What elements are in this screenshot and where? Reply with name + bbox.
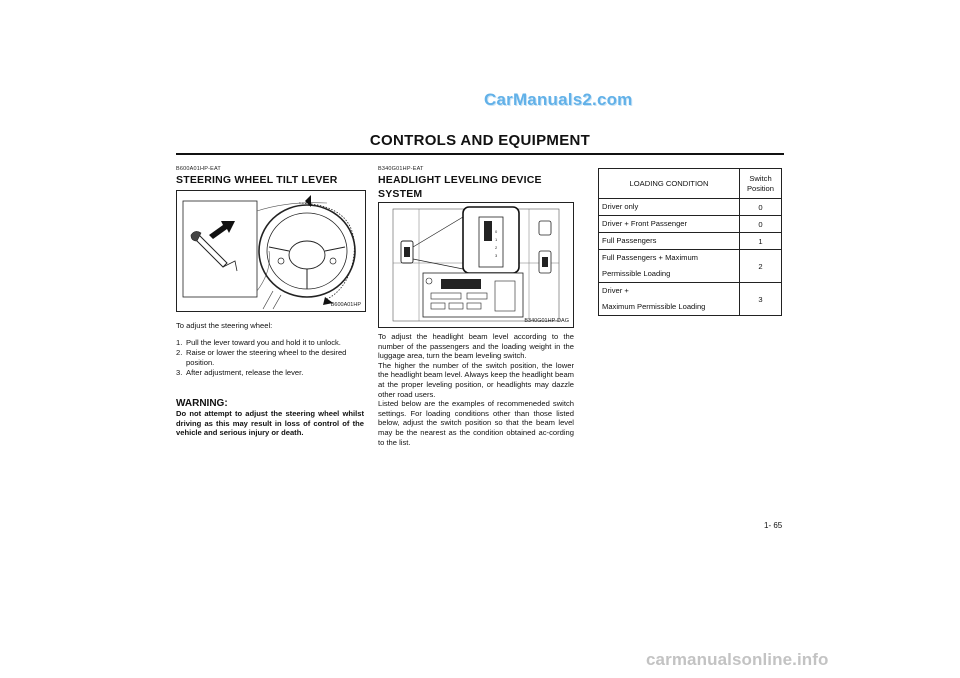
watermark-top[interactable]: CarManuals2.com (484, 90, 633, 109)
page-number: 1- 65 (764, 521, 783, 530)
condition-cell (599, 216, 740, 233)
table-row (599, 233, 782, 250)
condition-line: Full Passengers + Maximum (602, 253, 699, 262)
switch-value-cell: 2 (740, 250, 782, 283)
headlight-figure (378, 202, 574, 328)
table-row (599, 250, 782, 283)
table-row (599, 216, 782, 233)
heading-line: HEADLIGHT LEVELING DEVICE (378, 174, 542, 186)
header-switch-position (740, 169, 782, 199)
watermark-bottom[interactable]: carmanualsonline.info (646, 650, 829, 669)
steering-figure-label: B600A01HP (330, 302, 361, 308)
header-loading-condition: LOADING CONDITION (599, 169, 740, 199)
switch-value-cell: 0 (740, 216, 782, 233)
headlight-description (378, 332, 574, 447)
switch-value-cell: 0 (740, 199, 782, 216)
svg-text:3: 3 (495, 253, 498, 258)
condition-line: Driver + (602, 286, 629, 295)
headlight-paragraph: The higher the number of the switch position, the lower the headlight beam level. Always keep the headlight beam at the proper leveling position, or headlights may dazzle other road users. (378, 360, 574, 399)
step-text: Raise or lower the steering wheel to the desired position. (186, 348, 347, 367)
steering-wheel-illustration (177, 191, 365, 311)
step-number: 1. (176, 337, 183, 347)
step-text: After adjustment, release the lever. (186, 368, 304, 378)
warning-title: WARNING: (176, 398, 228, 409)
svg-text:2: 2 (495, 245, 498, 250)
table-row (599, 199, 782, 216)
headlight-figure-label: B340G01HP-DAG (524, 318, 569, 324)
steering-instructions (176, 321, 364, 379)
step-number: 2. (176, 348, 183, 358)
switch-value-cell: 1 (740, 233, 782, 250)
header-switch-line: Switch (749, 173, 772, 183)
header-switch-line: Position (746, 183, 775, 193)
heading-line: SYSTEM (378, 188, 423, 200)
condition-line: Driver only (602, 202, 639, 211)
steering-figure (176, 190, 366, 312)
steering-step (176, 338, 364, 348)
steering-section-code: B600A01HP-EAT (176, 166, 221, 172)
steering-step (176, 368, 364, 378)
step-text: Pull the lever toward you and hold it to unlock. (186, 337, 341, 347)
dashboard-switch-illustration (379, 203, 573, 327)
svg-text:0: 0 (495, 229, 498, 234)
steering-step (176, 348, 364, 367)
condition-cell (599, 250, 740, 283)
table-header-row (599, 169, 782, 199)
title-rule (176, 153, 784, 155)
steering-intro: To adjust the steering wheel: (176, 321, 273, 330)
condition-cell (599, 199, 740, 216)
step-number: 3. (176, 368, 183, 378)
headlight-paragraph: Listed below are the examples of recommeneded switch settings. For loading conditions other than those listed below, adjust the switch position so that the beam level may be the nearest as the condition obtained ac-cording to the list. (378, 399, 574, 447)
headlight-section-heading (378, 173, 578, 201)
condition-line: Maximum Permissible Loading (602, 302, 706, 311)
loading-condition-table (598, 168, 782, 316)
page-title: CONTROLS AND EQUIPMENT (369, 132, 591, 149)
condition-line: Permissible Loading (602, 269, 671, 278)
steering-steps (176, 338, 364, 378)
headlight-paragraph: To adjust the headlight beam level according to the number of the passengers and the loading weight in the luggage area, turn the beam leveling switch. (378, 332, 574, 361)
warning-text: Do not attempt to adjust the steering wheel whilst driving as this may result in loss of control of the vehicle and serious injury or death. (176, 409, 364, 438)
table-row (599, 283, 782, 316)
condition-cell (599, 283, 740, 316)
headlight-section-code: B340G01HP-EAT (378, 166, 424, 172)
condition-line: Full Passengers (602, 236, 657, 245)
switch-value-cell: 3 (740, 283, 782, 316)
condition-line: Driver + Front Passenger (602, 219, 688, 228)
steering-section-heading: STEERING WHEEL TILT LEVER (176, 174, 338, 186)
condition-cell (599, 233, 740, 250)
svg-text:1: 1 (495, 237, 498, 242)
